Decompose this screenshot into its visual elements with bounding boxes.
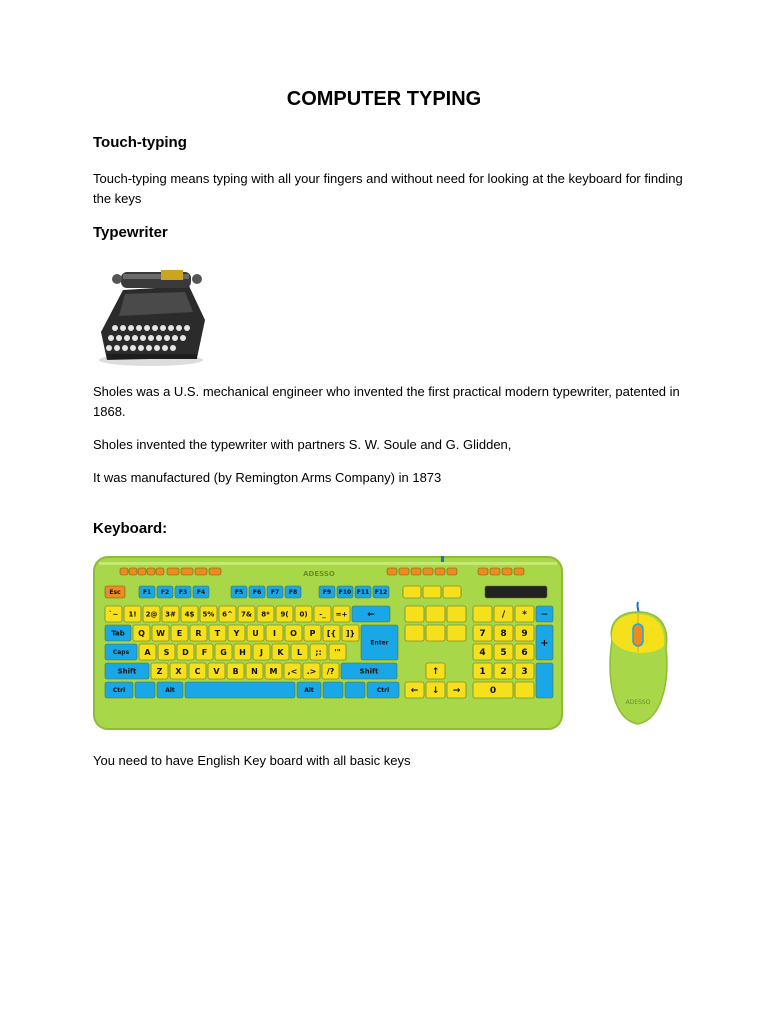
media-key	[435, 568, 445, 575]
key-label: X	[175, 666, 182, 676]
key-label: →	[452, 686, 461, 697]
nav-key	[447, 625, 466, 641]
key-label: 7&	[241, 610, 252, 619]
key-label: 6	[521, 648, 528, 659]
typewriter-paragraph-3: It was manufactured (by Remington Arms Company) in 1873	[93, 470, 442, 485]
nav-key	[426, 625, 445, 641]
keyboard-text: You need to have English Key board with all basic keys	[93, 753, 411, 768]
key-label: Enter	[370, 639, 389, 647]
key-label: Shift	[117, 667, 137, 676]
touch-typing-heading: Touch-typing	[93, 134, 187, 151]
key-label: Tab	[111, 629, 125, 638]
key-label: 0	[489, 686, 497, 697]
key-label: `~	[108, 610, 119, 619]
key-label: .>	[306, 666, 317, 676]
media-key	[478, 568, 488, 575]
key-label: D	[182, 647, 189, 657]
typewriter-image	[93, 262, 211, 370]
key-label: Y	[233, 628, 240, 638]
media-key	[167, 568, 179, 575]
key-label: Alt	[165, 687, 175, 695]
key-label: F9	[322, 589, 332, 597]
nav-key	[405, 606, 424, 622]
page-title: COMPUTER TYPING	[286, 88, 482, 110]
media-key	[147, 568, 155, 575]
media-key	[120, 568, 128, 575]
media-key	[181, 568, 193, 575]
key-label: N	[251, 666, 258, 676]
key-label: L	[296, 647, 303, 657]
num-lock-key	[473, 606, 492, 622]
media-key	[490, 568, 500, 575]
typewriter-paragraph-1: Sholes was a U.S. mechanical engineer who invented the first practical modern typewriter, patented in 1868.	[93, 384, 680, 419]
key-label: −	[540, 610, 549, 621]
media-key	[447, 568, 457, 575]
key-label: 4	[479, 648, 486, 659]
key-label: 5	[500, 648, 507, 659]
key-label: F11	[356, 589, 370, 597]
nav-key	[405, 625, 424, 641]
key-label: F3	[178, 589, 188, 597]
media-key	[138, 568, 146, 575]
key-label: F8	[288, 589, 298, 597]
key-label: Ctrl	[376, 687, 390, 695]
key-label: *	[522, 610, 527, 621]
nav-key	[447, 606, 466, 622]
key-label: 9	[521, 629, 528, 640]
media-key	[195, 568, 207, 575]
key-label: 8*	[261, 610, 270, 619]
key-label: F6	[252, 589, 262, 597]
touch-typing-text: Touch-typing means typing with all your fingers and without need for looking at the keyboard for finding the keys	[93, 171, 683, 206]
key-label: H	[239, 647, 246, 657]
key-label: U	[252, 628, 259, 638]
key-label: Z	[156, 666, 163, 676]
media-key	[209, 568, 221, 575]
key-label: F5	[234, 589, 244, 597]
key-label: 3	[521, 667, 528, 678]
numpad-del-key	[515, 682, 534, 698]
status-leds	[485, 586, 547, 598]
key-label: 9(	[280, 610, 289, 619]
key-label: M	[269, 666, 278, 676]
key-label: 3#	[165, 610, 176, 619]
keyboard-keys	[105, 606, 553, 698]
media-key	[399, 568, 409, 575]
nav-key	[443, 586, 461, 598]
key-label: [{	[326, 628, 337, 638]
media-key	[514, 568, 524, 575]
key-label: J	[260, 647, 263, 657]
key-label: +	[540, 638, 549, 649]
key-label: ;:	[315, 647, 322, 657]
key-label: 2@	[145, 610, 158, 619]
numpad-enter-key	[536, 663, 553, 698]
key-label: '"	[334, 647, 341, 657]
media-key	[387, 568, 397, 575]
key-label: F	[201, 647, 208, 657]
key-label: T	[214, 628, 221, 638]
key-label: P	[309, 628, 316, 638]
mouse-brand-logo: ADESSO	[625, 699, 651, 706]
key-label: 4$	[184, 610, 195, 619]
typewriter-heading: Typewriter	[93, 224, 168, 241]
key-label: A	[144, 647, 151, 657]
key-label: F2	[160, 589, 170, 597]
keyboard-image	[93, 556, 563, 730]
media-key	[411, 568, 421, 575]
key-label: F4	[196, 589, 206, 597]
keyboard-heading: Keyboard:	[93, 520, 168, 537]
key-label: ↓	[431, 686, 440, 697]
key-label: ,<	[287, 666, 298, 676]
media-key	[156, 568, 164, 575]
key-label: Caps	[112, 649, 130, 657]
menu-key	[323, 682, 343, 698]
win-key	[135, 682, 155, 698]
key-label: R	[195, 628, 202, 638]
key-label: Q	[138, 628, 145, 638]
key-label: E	[176, 628, 183, 638]
key-label: /	[501, 610, 506, 621]
media-key	[502, 568, 512, 575]
nav-key	[423, 586, 441, 598]
key-label: K	[277, 647, 284, 657]
media-key	[129, 568, 137, 575]
fn-key	[345, 682, 365, 698]
key-label: 1!	[128, 610, 137, 619]
key-label: ←	[410, 686, 419, 697]
key-label: 1	[479, 667, 486, 678]
key-label: F10	[338, 589, 352, 597]
key-label: C	[194, 666, 201, 676]
key-label: ↑	[431, 667, 440, 678]
key-label: Alt	[304, 687, 314, 695]
key-label: 5%	[202, 610, 215, 619]
key-label: F1	[142, 589, 152, 597]
key-label: -_	[319, 610, 326, 619]
key-label: F7	[270, 589, 280, 597]
nav-key	[426, 606, 445, 622]
key-label: Esc	[109, 589, 121, 597]
key-label: 6^	[222, 610, 233, 619]
typewriter-paragraph-2: Sholes invented the typewriter with partners S. W. Soule and G. Glidden,	[93, 437, 512, 452]
key-label: B	[232, 666, 239, 676]
spacebar	[185, 682, 295, 698]
brand-logo: ADESSO	[303, 570, 335, 578]
key-label: 8	[500, 629, 507, 640]
key-label: Ctrl	[112, 687, 126, 695]
key-label: V	[213, 666, 220, 676]
key-label: Shift	[359, 667, 379, 676]
key-label: I	[273, 628, 276, 638]
key-label: O	[290, 628, 297, 638]
key-label: /?	[326, 666, 335, 676]
nav-key	[403, 586, 421, 598]
key-label: 7	[479, 629, 486, 640]
media-key	[423, 568, 433, 575]
key-label: 2	[500, 667, 507, 678]
key-label: ←	[367, 610, 375, 621]
mouse-image	[600, 600, 675, 730]
key-label: =+	[335, 610, 348, 619]
key-label: W	[156, 628, 165, 638]
key-label: F12	[374, 589, 388, 597]
key-label: G	[220, 647, 227, 657]
key-label: ]}	[345, 628, 356, 638]
key-label: 0)	[299, 610, 308, 619]
key-label: S	[163, 647, 170, 657]
